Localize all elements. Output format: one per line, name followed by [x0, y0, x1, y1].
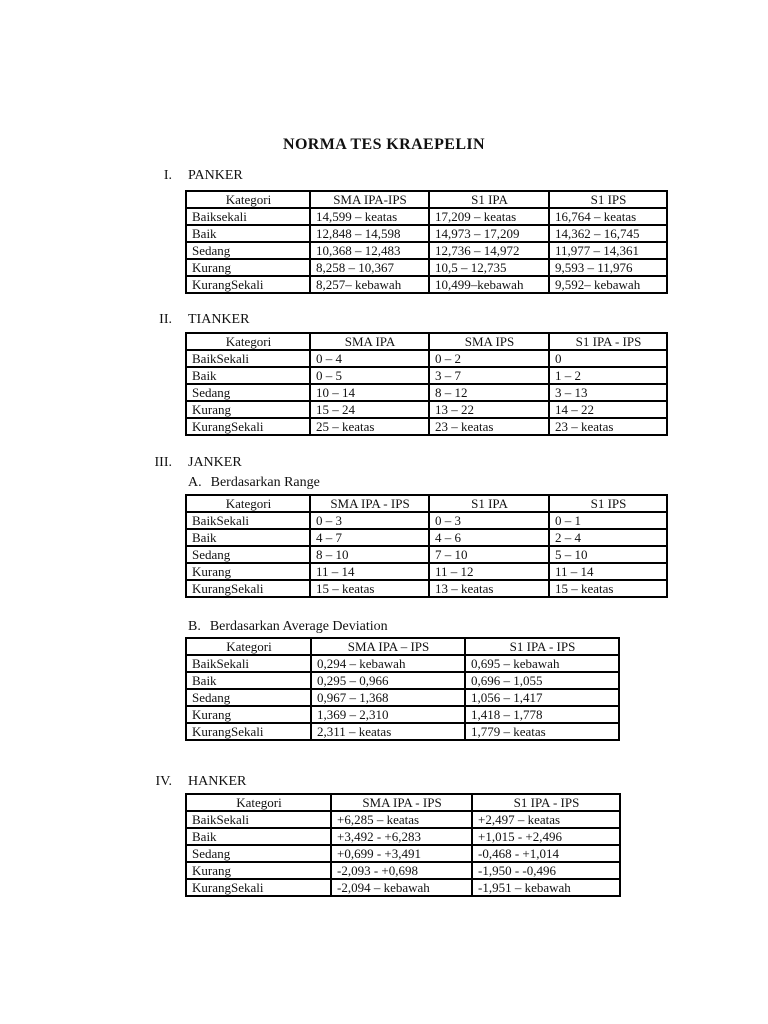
table-cell: 4 – 7 — [310, 529, 429, 546]
column-header: SMA IPS — [429, 333, 549, 350]
column-header: SMA IPA — [310, 333, 429, 350]
table-cell: KurangSekali — [186, 418, 310, 435]
table-cell: 1,779 – keatas — [465, 723, 619, 740]
table-cell: -1,951 – kebawah — [472, 879, 620, 896]
table-cell: 13 – 22 — [429, 401, 549, 418]
section-numeral: IV. — [155, 774, 172, 789]
table-cell: 0 – 3 — [310, 512, 429, 529]
table-cell: 1,418 – 1,778 — [465, 706, 619, 723]
table-cell: BaikSekali — [186, 512, 310, 529]
table-cell: 8 – 12 — [429, 384, 549, 401]
table-cell: -1,950 - -0,496 — [472, 862, 620, 879]
table-cell: 15 – keatas — [310, 580, 429, 597]
table-cell: 17,209 – keatas — [429, 208, 549, 225]
table-cell: 5 – 10 — [549, 546, 667, 563]
table-cell: 1,056 – 1,417 — [465, 689, 619, 706]
table-cell: 10,499–kebawah — [429, 276, 549, 293]
table-cell: 14,973 – 17,209 — [429, 225, 549, 242]
table-row — [186, 208, 667, 225]
table-cell: KurangSekali — [186, 276, 310, 293]
table-cell: +0,699 - +3,491 — [331, 845, 472, 862]
table-row — [186, 828, 620, 845]
page-title: NORMA TES KRAEPELIN — [282, 136, 485, 153]
subsection-heading-average-deviation — [188, 619, 388, 635]
subsection-heading-range — [188, 475, 320, 491]
table-cell: 8,258 – 10,367 — [310, 259, 429, 276]
table-cell: Kurang — [186, 401, 310, 418]
table-cell: Baiksekali — [186, 208, 310, 225]
table-cell: Sedang — [186, 845, 331, 862]
table-cell: 13 – keatas — [429, 580, 549, 597]
subsection-letter: A. — [188, 475, 202, 490]
table-cell: +6,285 – keatas — [331, 811, 472, 828]
table-cell: Baik — [186, 529, 310, 546]
table-row — [186, 879, 620, 896]
table-cell: 16,764 – keatas — [549, 208, 667, 225]
table-cell: +3,492 - +6,283 — [331, 828, 472, 845]
table-cell: 0 – 5 — [310, 367, 429, 384]
column-header: SMA IPA - IPS — [310, 495, 429, 512]
norm-table-janker-average-deviation — [185, 637, 620, 741]
column-header: S1 IPA — [429, 191, 549, 208]
section-numeral: I. — [163, 168, 172, 183]
column-header: S1 IPS — [549, 191, 667, 208]
table-cell: 15 – 24 — [310, 401, 429, 418]
table-row — [186, 350, 667, 367]
table-cell: 14,599 – keatas — [310, 208, 429, 225]
table-cell: 9,592– kebawah — [549, 276, 667, 293]
table-cell: Kurang — [186, 563, 310, 580]
table-row — [186, 689, 619, 706]
table-cell: BaikSekali — [186, 811, 331, 828]
table-cell: +1,015 - +2,496 — [472, 828, 620, 845]
table-cell: 1 – 2 — [549, 367, 667, 384]
column-header: SMA IPA-IPS — [310, 191, 429, 208]
table-cell: 0 — [549, 350, 667, 367]
section-heading-tianker — [130, 312, 249, 328]
table-cell: 0 – 2 — [429, 350, 549, 367]
column-header: Kategori — [186, 794, 331, 811]
table-cell: Sedang — [186, 384, 310, 401]
column-header: Kategori — [186, 495, 310, 512]
column-header: SMA IPA - IPS — [331, 794, 472, 811]
column-header: S1 IPA - IPS — [465, 638, 619, 655]
norm-table-tianker — [185, 332, 668, 436]
column-header: S1 IPA - IPS — [472, 794, 620, 811]
table-cell: 0,696 – 1,055 — [465, 672, 619, 689]
table-cell: Kurang — [186, 862, 331, 879]
table-row — [186, 706, 619, 723]
subsection-label: Berdasarkan Average Deviation — [209, 619, 388, 634]
header-row — [186, 333, 667, 350]
table-cell: KurangSekali — [186, 879, 331, 896]
table-cell: BaikSekali — [186, 655, 311, 672]
table-cell: 11 – 14 — [549, 563, 667, 580]
table-row — [186, 512, 667, 529]
table-row — [186, 367, 667, 384]
table-cell: 2 – 4 — [549, 529, 667, 546]
column-header: S1 IPA — [429, 495, 549, 512]
table-cell: Baik — [186, 828, 331, 845]
column-header: Kategori — [186, 333, 310, 350]
table-cell: 0,967 – 1,368 — [311, 689, 465, 706]
table-cell: 11 – 12 — [429, 563, 549, 580]
subsection-letter: B. — [188, 619, 201, 634]
table-cell: 0,695 – kebawah — [465, 655, 619, 672]
table-cell: 23 – keatas — [549, 418, 667, 435]
table-cell: 7 – 10 — [429, 546, 549, 563]
table-row — [186, 811, 620, 828]
table-cell: KurangSekali — [186, 723, 311, 740]
table-row — [186, 546, 667, 563]
table-cell: Sedang — [186, 242, 310, 259]
table-cell: 12,736 – 14,972 — [429, 242, 549, 259]
table-cell: 10 – 14 — [310, 384, 429, 401]
table-cell: 1,369 – 2,310 — [311, 706, 465, 723]
table-row — [186, 401, 667, 418]
table-cell: Kurang — [186, 706, 311, 723]
table-cell: 23 – keatas — [429, 418, 549, 435]
section-label: JANKER — [188, 455, 242, 470]
norm-table-janker-range — [185, 494, 668, 598]
header-row — [186, 638, 619, 655]
table-row — [186, 529, 667, 546]
table-row — [186, 723, 619, 740]
section-heading-janker — [130, 455, 242, 471]
table-cell: -0,468 - +1,014 — [472, 845, 620, 862]
table-row — [186, 418, 667, 435]
section-numeral: III. — [154, 455, 172, 470]
table-cell: Baik — [186, 672, 311, 689]
table-cell: 25 – keatas — [310, 418, 429, 435]
table-row — [186, 384, 667, 401]
table-row — [186, 259, 667, 276]
table-cell: 11 – 14 — [310, 563, 429, 580]
table-cell: -2,094 – kebawah — [331, 879, 472, 896]
column-header: Kategori — [186, 638, 311, 655]
table-cell: 8 – 10 — [310, 546, 429, 563]
table-row — [186, 276, 667, 293]
table-row — [186, 580, 667, 597]
norm-table-panker — [185, 190, 668, 294]
table-cell: Baik — [186, 367, 310, 384]
table-row — [186, 563, 667, 580]
table-cell: 14 – 22 — [549, 401, 667, 418]
column-header: Kategori — [186, 191, 310, 208]
section-heading-hanker — [130, 774, 246, 790]
table-cell: Sedang — [186, 546, 310, 563]
column-header: SMA IPA – IPS — [311, 638, 465, 655]
table-cell: Kurang — [186, 259, 310, 276]
section-label: TIANKER — [188, 312, 250, 327]
table-cell: 3 – 13 — [549, 384, 667, 401]
norm-table-hanker — [185, 793, 621, 897]
table-row — [186, 225, 667, 242]
header-row — [186, 794, 620, 811]
table-cell: 0 – 4 — [310, 350, 429, 367]
table-cell: 0,295 – 0,966 — [311, 672, 465, 689]
header-row — [186, 495, 667, 512]
table-cell: 2,311 – keatas — [311, 723, 465, 740]
table-cell: 12,848 – 14,598 — [310, 225, 429, 242]
table-row — [186, 242, 667, 259]
table-cell: 10,368 – 12,483 — [310, 242, 429, 259]
table-cell: 3 – 7 — [429, 367, 549, 384]
section-heading-panker — [130, 168, 243, 184]
header-row — [186, 191, 667, 208]
table-cell: -2,093 - +0,698 — [331, 862, 472, 879]
table-cell: 15 – keatas — [549, 580, 667, 597]
table-row — [186, 672, 619, 689]
table-cell: 0 – 3 — [429, 512, 549, 529]
table-row — [186, 845, 620, 862]
table-cell: KurangSekali — [186, 580, 310, 597]
table-cell: Sedang — [186, 689, 311, 706]
table-cell: 9,593 – 11,976 — [549, 259, 667, 276]
table-row — [186, 655, 619, 672]
table-cell: 10,5 – 12,735 — [429, 259, 549, 276]
column-header: S1 IPS — [549, 495, 667, 512]
section-label: PANKER — [188, 168, 243, 183]
table-row — [186, 862, 620, 879]
table-cell: +2,497 – keatas — [472, 811, 620, 828]
subsection-label: Berdasarkan Range — [210, 475, 320, 490]
table-cell: Baik — [186, 225, 310, 242]
section-label: HANKER — [188, 774, 247, 789]
table-cell: 11,977 – 14,361 — [549, 242, 667, 259]
table-cell: 0,294 – kebawah — [311, 655, 465, 672]
table-cell: 0 – 1 — [549, 512, 667, 529]
table-cell: 4 – 6 — [429, 529, 549, 546]
column-header: S1 IPA - IPS — [549, 333, 667, 350]
section-numeral: II. — [159, 312, 172, 327]
table-cell: 14,362 – 16,745 — [549, 225, 667, 242]
table-cell: BaikSekali — [186, 350, 310, 367]
table-cell: 8,257– kebawah — [310, 276, 429, 293]
